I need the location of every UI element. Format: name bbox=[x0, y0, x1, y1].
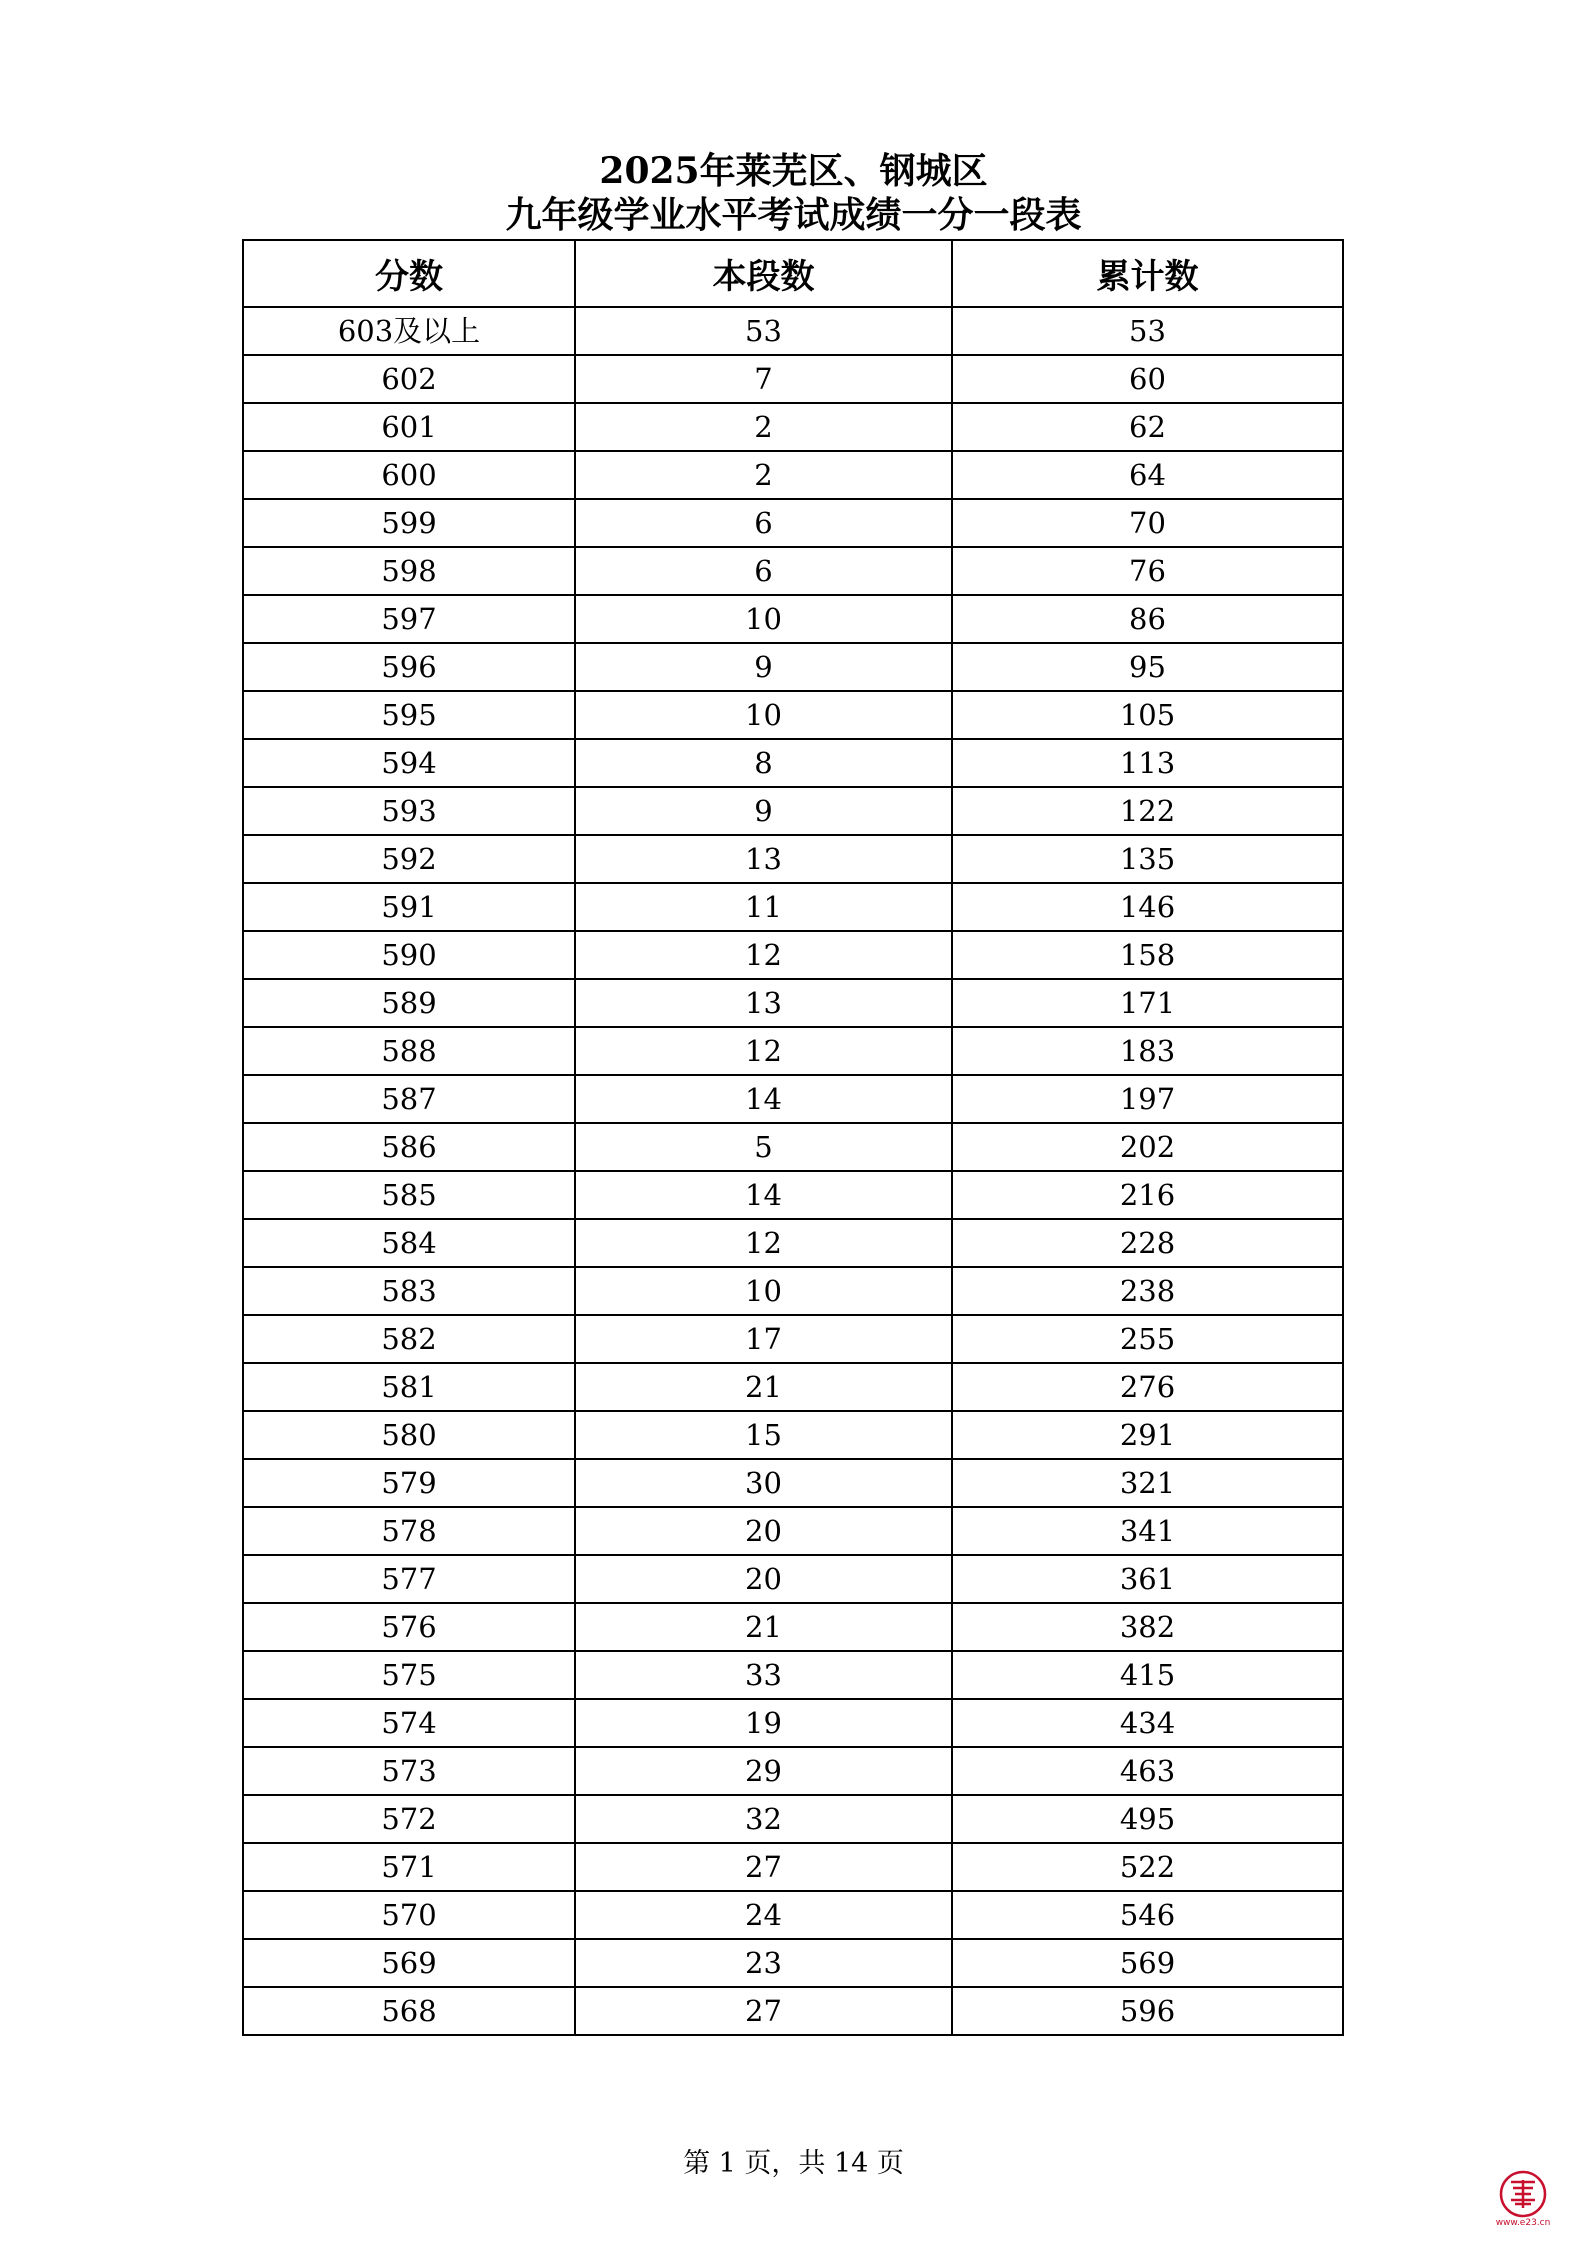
table-body bbox=[243, 307, 1343, 2035]
table-row bbox=[243, 787, 1343, 835]
cell-cumulative-count: 463 bbox=[952, 1747, 1343, 1795]
table-row bbox=[243, 499, 1343, 547]
table-row bbox=[243, 979, 1343, 1027]
cell-score: 573 bbox=[243, 1747, 575, 1795]
table-row bbox=[243, 835, 1343, 883]
cell-cumulative-count: 522 bbox=[952, 1843, 1343, 1891]
table-row bbox=[243, 451, 1343, 499]
cell-segment-count: 20 bbox=[575, 1507, 952, 1555]
table-row bbox=[243, 595, 1343, 643]
cell-segment-count: 14 bbox=[575, 1075, 952, 1123]
cell-segment-count: 21 bbox=[575, 1363, 952, 1411]
cell-segment-count: 14 bbox=[575, 1171, 952, 1219]
cell-segment-count: 2 bbox=[575, 451, 952, 499]
cell-score: 579 bbox=[243, 1459, 575, 1507]
table-row bbox=[243, 1171, 1343, 1219]
cell-score: 569 bbox=[243, 1939, 575, 1987]
cell-cumulative-count: 495 bbox=[952, 1795, 1343, 1843]
cell-segment-count: 12 bbox=[575, 1219, 952, 1267]
cell-score: 592 bbox=[243, 835, 575, 883]
site-logo-icon bbox=[1493, 2168, 1553, 2228]
cell-score: 582 bbox=[243, 1315, 575, 1363]
cell-score: 571 bbox=[243, 1843, 575, 1891]
cell-cumulative-count: 341 bbox=[952, 1507, 1343, 1555]
cell-score: 601 bbox=[243, 403, 575, 451]
cell-score: 581 bbox=[243, 1363, 575, 1411]
cell-segment-count: 11 bbox=[575, 883, 952, 931]
cell-cumulative-count: 86 bbox=[952, 595, 1343, 643]
cell-score: 597 bbox=[243, 595, 575, 643]
cell-cumulative-count: 197 bbox=[952, 1075, 1343, 1123]
cell-cumulative-count: 596 bbox=[952, 1987, 1343, 2035]
table-row bbox=[243, 1267, 1343, 1315]
table-header-row bbox=[243, 240, 1343, 307]
cell-segment-count: 7 bbox=[575, 355, 952, 403]
cell-cumulative-count: 382 bbox=[952, 1603, 1343, 1651]
cell-segment-count: 6 bbox=[575, 547, 952, 595]
cell-score: 600 bbox=[243, 451, 575, 499]
table-row bbox=[243, 1699, 1343, 1747]
cell-segment-count: 9 bbox=[575, 643, 952, 691]
cell-score: 585 bbox=[243, 1171, 575, 1219]
cell-cumulative-count: 60 bbox=[952, 355, 1343, 403]
cell-cumulative-count: 434 bbox=[952, 1699, 1343, 1747]
table-row bbox=[243, 1555, 1343, 1603]
table-row bbox=[243, 403, 1343, 451]
cell-score: 589 bbox=[243, 979, 575, 1027]
table-row bbox=[243, 1363, 1343, 1411]
cell-cumulative-count: 228 bbox=[952, 1219, 1343, 1267]
table-row bbox=[243, 1843, 1343, 1891]
cell-cumulative-count: 64 bbox=[952, 451, 1343, 499]
cell-score: 568 bbox=[243, 1987, 575, 2035]
cell-segment-count: 12 bbox=[575, 931, 952, 979]
cell-segment-count: 13 bbox=[575, 835, 952, 883]
cell-score: 595 bbox=[243, 691, 575, 739]
table-row bbox=[243, 1891, 1343, 1939]
table-row bbox=[243, 1219, 1343, 1267]
table-row bbox=[243, 1315, 1343, 1363]
page-footer: 第 1 页，共 14 页 bbox=[683, 2148, 904, 2179]
table-row bbox=[243, 355, 1343, 403]
cell-cumulative-count: 146 bbox=[952, 883, 1343, 931]
cell-score: 596 bbox=[243, 643, 575, 691]
table-row bbox=[243, 1651, 1343, 1699]
cell-score: 574 bbox=[243, 1699, 575, 1747]
cell-score: 584 bbox=[243, 1219, 575, 1267]
cell-cumulative-count: 53 bbox=[952, 307, 1343, 355]
cell-score: 578 bbox=[243, 1507, 575, 1555]
cell-score: 603及以上 bbox=[243, 307, 575, 355]
table-row bbox=[243, 1507, 1343, 1555]
cell-score: 580 bbox=[243, 1411, 575, 1459]
cell-cumulative-count: 135 bbox=[952, 835, 1343, 883]
cell-segment-count: 29 bbox=[575, 1747, 952, 1795]
table-row bbox=[243, 547, 1343, 595]
document-title-line2: 九年级学业水平考试成绩一分一段表 bbox=[505, 194, 1082, 236]
watermark-site-text: www.e23.cn bbox=[1495, 2218, 1551, 2228]
cell-cumulative-count: 202 bbox=[952, 1123, 1343, 1171]
table-row bbox=[243, 1027, 1343, 1075]
table-row bbox=[243, 1795, 1343, 1843]
cell-score: 602 bbox=[243, 355, 575, 403]
cell-score: 599 bbox=[243, 499, 575, 547]
cell-score: 588 bbox=[243, 1027, 575, 1075]
table-row bbox=[243, 883, 1343, 931]
cell-segment-count: 23 bbox=[575, 1939, 952, 1987]
table-row bbox=[243, 1123, 1343, 1171]
cell-cumulative-count: 321 bbox=[952, 1459, 1343, 1507]
cell-score: 575 bbox=[243, 1651, 575, 1699]
cell-segment-count: 13 bbox=[575, 979, 952, 1027]
cell-segment-count: 10 bbox=[575, 595, 952, 643]
table-row bbox=[243, 1459, 1343, 1507]
cell-cumulative-count: 238 bbox=[952, 1267, 1343, 1315]
cell-cumulative-count: 113 bbox=[952, 739, 1343, 787]
cell-segment-count: 8 bbox=[575, 739, 952, 787]
score-distribution-table bbox=[242, 239, 1344, 2036]
cell-segment-count: 2 bbox=[575, 403, 952, 451]
cell-segment-count: 5 bbox=[575, 1123, 952, 1171]
table-row bbox=[243, 307, 1343, 355]
cell-segment-count: 15 bbox=[575, 1411, 952, 1459]
cell-cumulative-count: 158 bbox=[952, 931, 1343, 979]
cell-segment-count: 27 bbox=[575, 1987, 952, 2035]
cell-cumulative-count: 216 bbox=[952, 1171, 1343, 1219]
cell-cumulative-count: 70 bbox=[952, 499, 1343, 547]
cell-score: 594 bbox=[243, 739, 575, 787]
cell-segment-count: 9 bbox=[575, 787, 952, 835]
header-cumulative-count: 累计数 bbox=[952, 240, 1343, 307]
table-row bbox=[243, 1603, 1343, 1651]
header-segment-count: 本段数 bbox=[575, 240, 952, 307]
cell-cumulative-count: 569 bbox=[952, 1939, 1343, 1987]
cell-segment-count: 21 bbox=[575, 1603, 952, 1651]
cell-segment-count: 20 bbox=[575, 1555, 952, 1603]
cell-cumulative-count: 95 bbox=[952, 643, 1343, 691]
cell-cumulative-count: 546 bbox=[952, 1891, 1343, 1939]
cell-score: 583 bbox=[243, 1267, 575, 1315]
cell-segment-count: 17 bbox=[575, 1315, 952, 1363]
table-row bbox=[243, 1987, 1343, 2035]
cell-score: 576 bbox=[243, 1603, 575, 1651]
cell-cumulative-count: 171 bbox=[952, 979, 1343, 1027]
header-score: 分数 bbox=[243, 240, 575, 307]
table-row bbox=[243, 643, 1343, 691]
cell-segment-count: 24 bbox=[575, 1891, 952, 1939]
cell-cumulative-count: 76 bbox=[952, 547, 1343, 595]
cell-score: 577 bbox=[243, 1555, 575, 1603]
cell-score: 598 bbox=[243, 547, 575, 595]
cell-cumulative-count: 62 bbox=[952, 403, 1343, 451]
cell-cumulative-count: 276 bbox=[952, 1363, 1343, 1411]
cell-segment-count: 19 bbox=[575, 1699, 952, 1747]
cell-cumulative-count: 291 bbox=[952, 1411, 1343, 1459]
table-row bbox=[243, 931, 1343, 979]
cell-cumulative-count: 122 bbox=[952, 787, 1343, 835]
cell-score: 590 bbox=[243, 931, 575, 979]
table-row bbox=[243, 1939, 1343, 1987]
cell-score: 586 bbox=[243, 1123, 575, 1171]
cell-segment-count: 6 bbox=[575, 499, 952, 547]
cell-segment-count: 53 bbox=[575, 307, 952, 355]
cell-cumulative-count: 105 bbox=[952, 691, 1343, 739]
cell-cumulative-count: 415 bbox=[952, 1651, 1343, 1699]
cell-segment-count: 30 bbox=[575, 1459, 952, 1507]
cell-cumulative-count: 183 bbox=[952, 1027, 1343, 1075]
table-row bbox=[243, 1411, 1343, 1459]
cell-score: 587 bbox=[243, 1075, 575, 1123]
cell-segment-count: 10 bbox=[575, 1267, 952, 1315]
cell-segment-count: 32 bbox=[575, 1795, 952, 1843]
cell-score: 572 bbox=[243, 1795, 575, 1843]
table-row bbox=[243, 1075, 1343, 1123]
cell-segment-count: 33 bbox=[575, 1651, 952, 1699]
cell-score: 591 bbox=[243, 883, 575, 931]
table-row bbox=[243, 739, 1343, 787]
cell-cumulative-count: 255 bbox=[952, 1315, 1343, 1363]
document-title-line1: 2025年莱芜区、钢城区 bbox=[599, 150, 988, 192]
table-row bbox=[243, 691, 1343, 739]
cell-segment-count: 12 bbox=[575, 1027, 952, 1075]
cell-segment-count: 10 bbox=[575, 691, 952, 739]
cell-score: 570 bbox=[243, 1891, 575, 1939]
cell-score: 593 bbox=[243, 787, 575, 835]
cell-segment-count: 27 bbox=[575, 1843, 952, 1891]
table-row bbox=[243, 1747, 1343, 1795]
cell-cumulative-count: 361 bbox=[952, 1555, 1343, 1603]
